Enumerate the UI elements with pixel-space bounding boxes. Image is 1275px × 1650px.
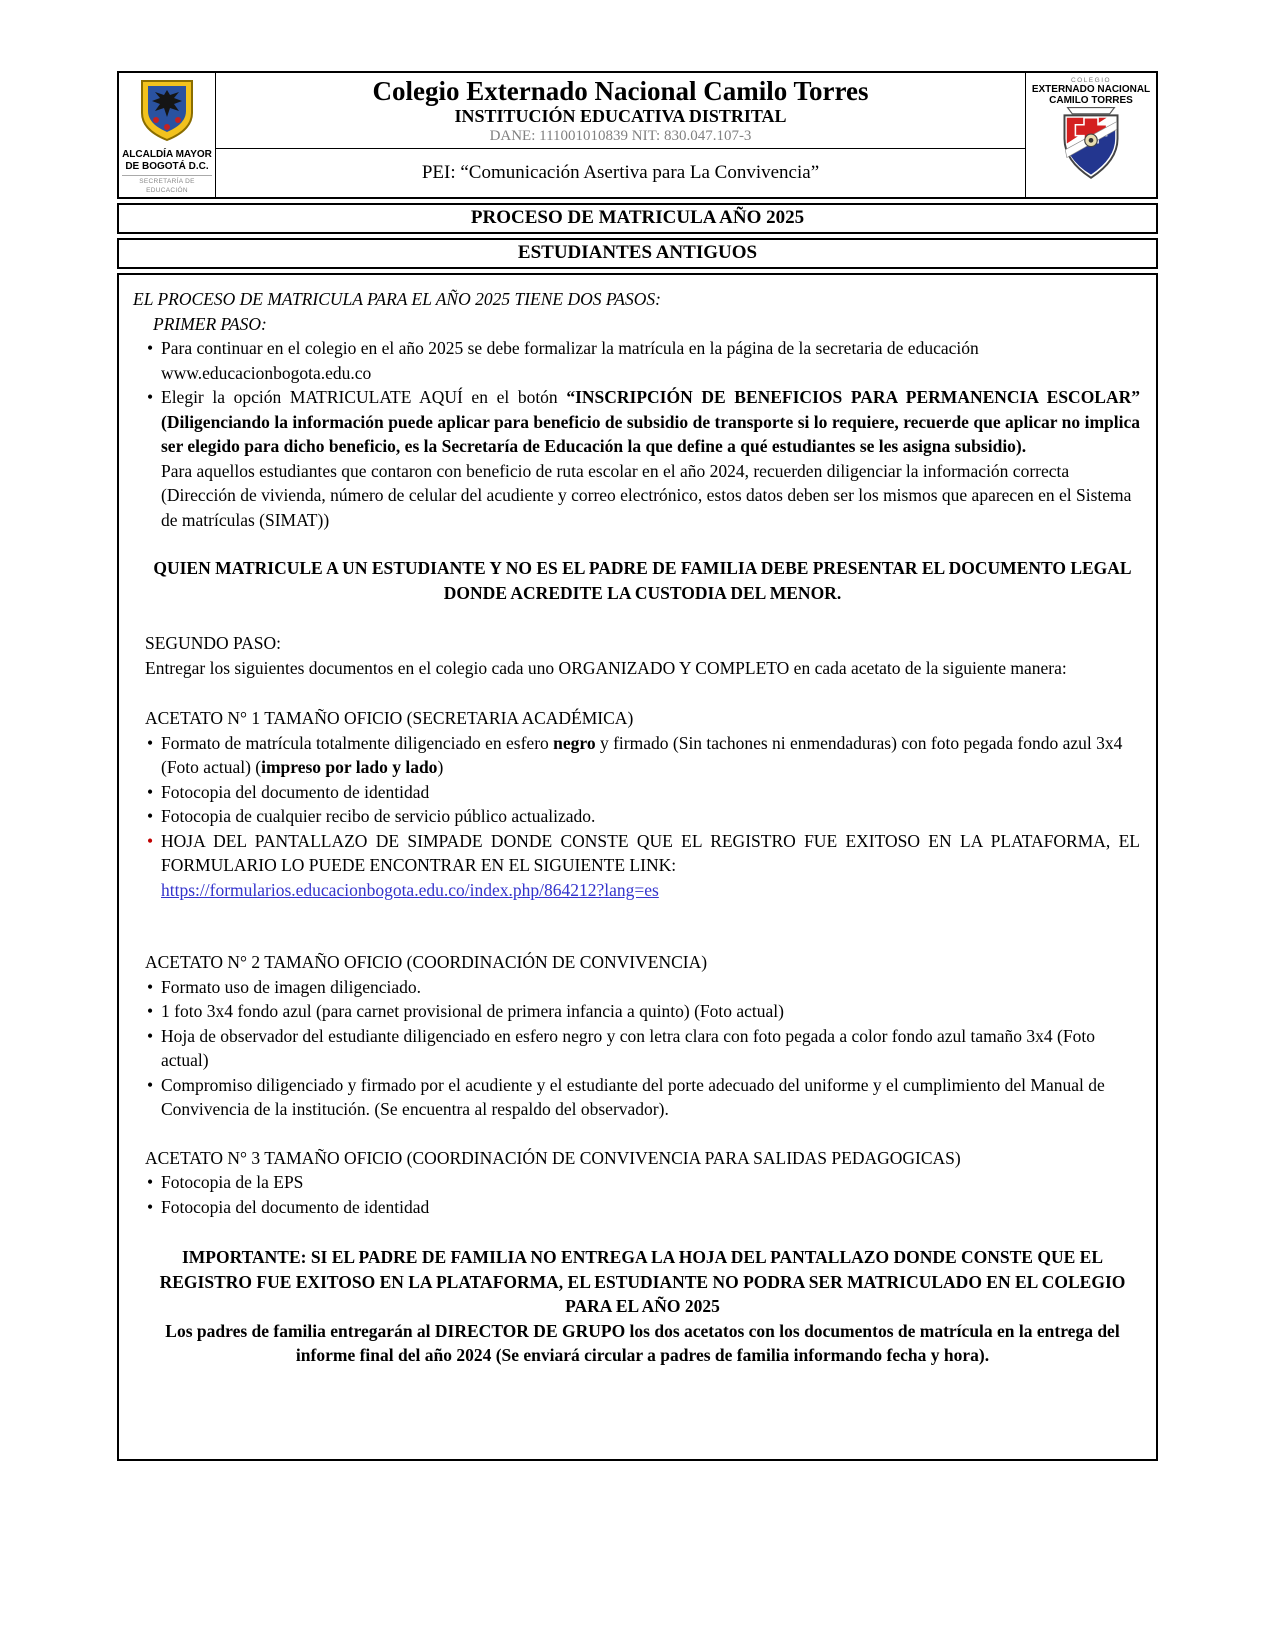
acetato1-item-formato-bold1: negro (553, 732, 596, 753)
entrega-final-paragraph: Los padres de familia entregarán al DIRECTOR DE GRUPO los dos acetatos con los documentos de matrícula en la entrega del informe final del año 2024 (Se enviará circular a padres de familia informando fecha y hora). (165, 1320, 1120, 1365)
institution-type: INSTITUCIÓN EDUCATIVA DISTRITAL (454, 106, 787, 126)
header-left-cell (119, 73, 216, 197)
banner-proceso-matricula: PROCESO DE MATRICULA AÑO 2025 (117, 203, 1158, 234)
alcaldia-label-line1: ALCALDÍA MAYOR (122, 149, 212, 160)
custody-notice: QUIEN MATRICULE A UN ESTUDIANTE Y NO ES EL PADRE DE FAMILIA DEBE PRESENTAR EL DOCUMENTO LEGAL DONDE ACREDITE LA CUSTODIA DEL MENOR. (153, 558, 1132, 603)
acetato1-item-identidad: • Fotocopia del documento de identidad (145, 780, 1140, 805)
importante-notice: IMPORTANTE: SI EL PADRE DE FAMILIA NO ENTREGA LA HOJA DEL PANTALLAZO DONDE CONSTE QUE EL REGISTRO FUE EXITOSO EN LA PLATAFORMA, EL ESTUDIANTE NO PODRA SER MATRICULADO EN EL COLEGIO PARA EL AÑO 2025 (159, 1247, 1126, 1316)
acetato2-item-compromiso: • Compromiso diligenciado y firmado por el acudiente y el estudiante del porte adecuado del uniforme y el cumplimiento del Manual de Convivencia de la institución. (Se encuentra al respaldo del observador). (145, 1073, 1140, 1122)
header-center-cell (216, 73, 1025, 197)
document-page (117, 71, 1158, 1461)
acetato1-item-formato-text2: y firmado (Sin tachones ni enmendaduras) con foto pegada fondo azul 3x4 (Foto actual) ( (161, 732, 1123, 777)
acetato3-item-identidad: • Fotocopia del documento de identidad (145, 1195, 1140, 1220)
acetato2-item-uso-imagen: • Formato uso de imagen diligenciado. (145, 975, 1140, 1000)
school-shield-icon (1051, 171, 1131, 188)
acetato1-item-formato (145, 731, 1140, 780)
school-name: Colegio Externado Nacional Camilo Torres (372, 76, 869, 106)
main-content (117, 273, 1158, 1461)
alcaldia-label-line2: DE BOGOTÁ D.C. (125, 161, 209, 172)
paso1-item-formalizar: • Para continuar en el colegio en el año 2025 se debe formalizar la matrícula en la página de la secretaria de educación www.educacionbogota.edu.co (145, 336, 1140, 385)
acetato1-item-simpade (145, 829, 1140, 903)
acetato1-item-formato-text3: ) (437, 757, 444, 777)
secretaria-label: SECRETARÍA DE EDUCACIÓN (122, 175, 212, 195)
school-logo-name-line2: CAMILO TORRES (1049, 95, 1133, 106)
pei-motto: PEI: “Comunicación Asertiva para La Convivencia” (421, 162, 820, 183)
bogota-coat-of-arms-icon (136, 131, 198, 148)
simpade-form-link[interactable]: https://formularios.educacionbogota.edu.co/index.php/864212?lang=es (161, 879, 659, 900)
school-logo-colegio-label: COLEGIO (1070, 77, 1112, 84)
acetato1-item-simpade-text: HOJA DEL PANTALLAZO DE SIMPADE DONDE CONSTE QUE EL REGISTRO FUE EXITOSO EN LA PLATAFORMA, EL FORMULARIO LO PUEDE ENCONTRAR EN EL SIGUIENTE LINK: (161, 830, 1140, 875)
header-title-block (216, 73, 1025, 149)
acetato1-item-formato-bold2: impreso por lado y lado (261, 757, 438, 777)
acetato1-item-formato-text1: Formato de matrícula totalmente diligenciado en esfero (161, 732, 554, 753)
acetato2-item-observador: • Hoja de observador del estudiante diligenciado en esfero negro y con letra clara con foto pegada a color fondo azul tamaño 3x4 (Foto actual) (145, 1024, 1140, 1073)
ruta-paragraph: Para aquellos estudiantes que contaron con beneficio de ruta escolar en el año 2024, recuerden diligenciar la información correcta (Dirección de vivienda, número de celular del acudiente y correo electrónico, estos datos deben ser los mismos que aparecen en el Sistema de matrículas (SIMAT)) (161, 460, 1132, 530)
dane-nit: DANE: 111001010839 NIT: 830.047.107-3 (489, 128, 752, 144)
document-header (117, 71, 1158, 199)
acetato1-item-recibo: • Fotocopia de cualquier recibo de servicio público actualizado. (145, 804, 1140, 829)
acetato2-item-foto: • 1 foto 3x4 fondo azul (para carnet provisional de primera infancia a quinto) (Foto actual) (145, 999, 1140, 1024)
intro-line: EL PROCESO DE MATRICULA PARA EL AÑO 2025 TIENE DOS PASOS: (133, 289, 661, 309)
simpade-link-row (161, 878, 1140, 903)
school-logo-name-line1: EXTERNADO NACIONAL (1031, 84, 1151, 95)
primer-paso-label: PRIMER PASO: (153, 313, 267, 334)
acetato3-item-eps: • Fotocopia de la EPS (145, 1170, 1140, 1195)
acetato1-title: ACETATO N° 1 TAMAÑO OFICIO (SECRETARIA ACADÉMICA) (145, 708, 634, 728)
header-right-cell (1025, 73, 1156, 197)
acetato2-title: ACETATO N° 2 TAMAÑO OFICIO (COORDINACIÓN DE CONVIVENCIA) (145, 952, 708, 972)
paso1-item-elegir (145, 385, 1140, 459)
paso1-item-elegir-text: Elegir la opción MATRICULATE AQUÍ en el botón (161, 387, 567, 407)
acetato3-title: ACETATO N° 3 TAMAÑO OFICIO (COORDINACIÓN DE CONVIVENCIA PARA SALIDAS PEDAGOGICAS) (145, 1147, 961, 1168)
entregar-paragraph: Entregar los siguientes documentos en el colegio cada uno ORGANIZADO Y COMPLETO en cada acetato de la siguiente manera: (145, 657, 1067, 678)
banner-estudiantes-antiguos: ESTUDIANTES ANTIGUOS (117, 238, 1158, 269)
segundo-paso-label: SEGUNDO PASO: (145, 633, 281, 653)
paso1-item-elegir-bold: “INSCRIPCIÓN DE BENEFICIOS PARA PERMANENCIA ESCOLAR” (Diligenciando la información puede aplicar para beneficio de subsidio de transporte si lo requiere, recuerde que aplicar no implica ser elegido para dicho beneficio, es la Secretaría de Educación la que define a qué estudiantes se les asigna subsidio). (161, 387, 1140, 456)
